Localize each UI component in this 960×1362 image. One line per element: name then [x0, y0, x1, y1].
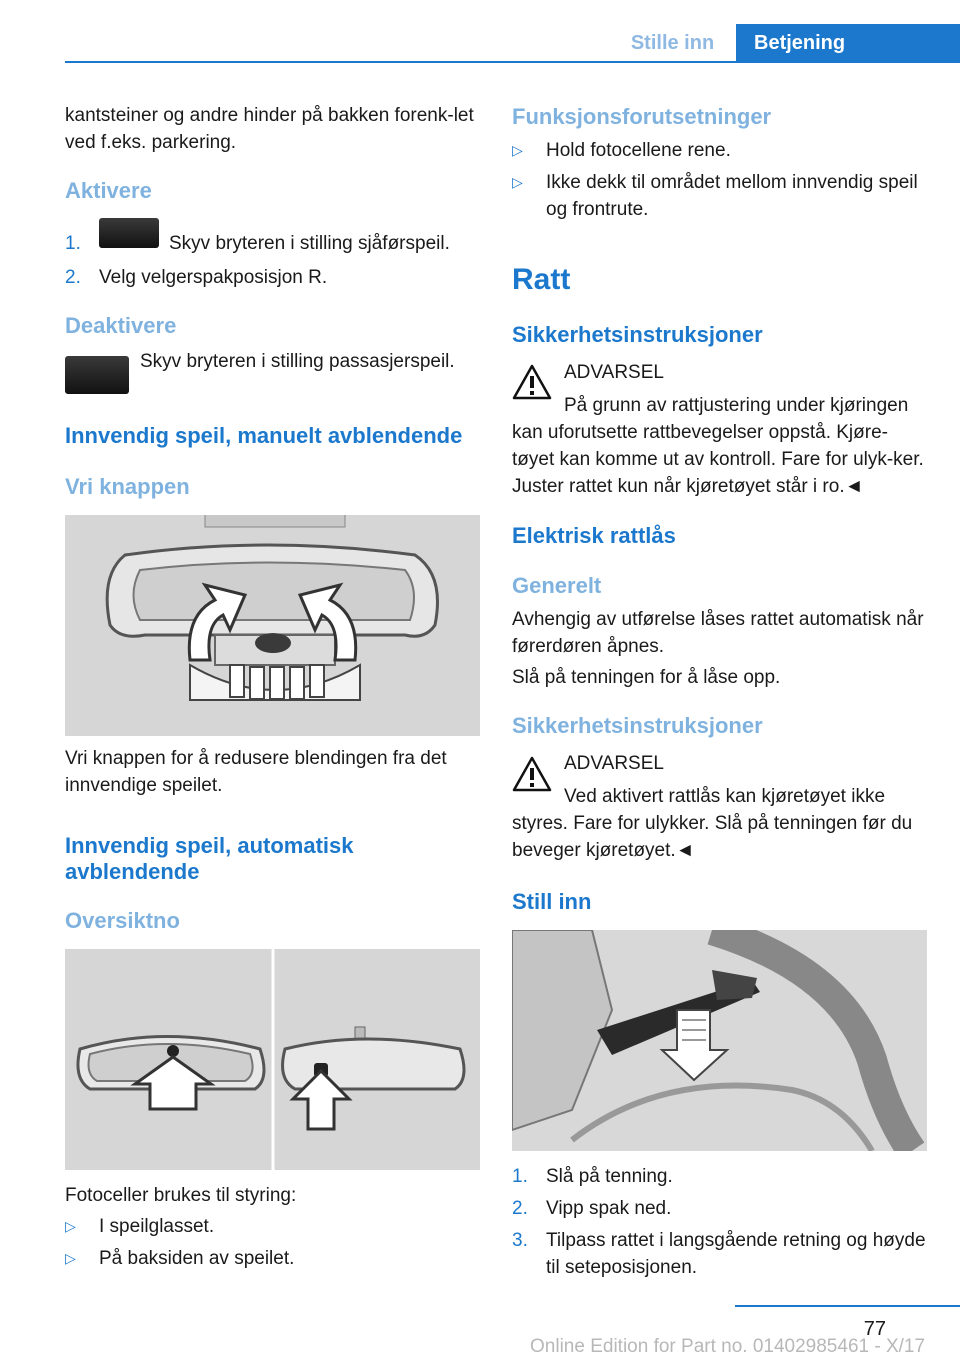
heading-still-inn: Still inn — [512, 889, 592, 914]
item-text: Ikke dekk til området mellom innvendig speil og frontrute. — [546, 172, 918, 220]
bullet-triangle-icon: ▷ — [512, 174, 523, 190]
footer-rule — [735, 1305, 960, 1307]
manual-mirror-figure — [65, 515, 480, 736]
funksjon-item-1 — [512, 137, 927, 164]
still-step-1 — [512, 1163, 927, 1190]
step-number: 1. — [65, 233, 81, 254]
step-text: Skyv bryteren i stilling sjåførspeil. — [169, 233, 450, 254]
switch-driver-icon — [99, 218, 159, 248]
heading-automatisk-avblendende: Innvendig speil, automatisk avblendende — [65, 833, 354, 884]
auto-mirror-figure — [65, 949, 480, 1170]
footer-edition: Online Edition for Part no. 01402985461 - X/17 — [530, 1336, 926, 1357]
step-number: 2. — [512, 1198, 528, 1219]
funksjon-item-2 — [512, 169, 927, 223]
deaktivere-text: Skyv bryteren i stilling passasjerspeil. — [140, 351, 455, 372]
heading-elektrisk-rattlas: Elektrisk rattlås — [512, 523, 676, 548]
warning-1-title: ADVARSEL — [564, 362, 664, 383]
still-step-2 — [512, 1195, 927, 1222]
switch-passenger-icon — [65, 356, 129, 394]
still-step-3 — [512, 1227, 927, 1281]
bullet-triangle-icon: ▷ — [65, 1250, 76, 1266]
heading-vri-knappen: Vri knappen — [65, 474, 190, 499]
heading-oversikt: Oversiktno — [65, 908, 180, 933]
heading-deaktivere: Deaktivere — [65, 313, 177, 338]
aktivere-step-2 — [65, 264, 480, 291]
step-text: Tilpass rattet i langsgående retning og høyde til seteposisjonen. — [546, 1230, 926, 1278]
step-number: 2. — [65, 267, 81, 288]
foto-item-1 — [65, 1213, 480, 1240]
warning-2-title: ADVARSEL — [564, 753, 664, 774]
item-text: I speilglasset. — [99, 1216, 215, 1237]
warning-1-text: På grunn av rattjustering under kjøringen kan uforutsette rattbevegelser oppstå. Kjøre‐tøyet kan komme ut av kontroll. Fare for ulyk‐ker. Juster rattet kun når kjøretøyet står i ro.◄ — [512, 395, 924, 497]
steering-lever-figure — [512, 930, 927, 1151]
heading-ratt: Ratt — [512, 263, 571, 296]
vri-knappen-text: Vri knappen for å redusere blendingen fra det innvendige speilet. — [65, 748, 447, 796]
heading-sikkerhetsinstruksjoner-1: Sikkerhetsinstruksjoner — [512, 322, 763, 347]
step-number: 1. — [512, 1166, 528, 1187]
foto-item-2 — [65, 1245, 480, 1272]
header-rule — [65, 61, 960, 63]
header-tab-betjening[interactable]: Betjening — [736, 24, 960, 62]
heading-generelt: Generelt — [512, 573, 602, 598]
fotoceller-text: Fotoceller brukes til styring: — [65, 1185, 297, 1206]
step-text: Velg velgerspakposisjon R. — [99, 267, 328, 288]
generelt-text-1: Avhengig av utførelse låses rattet automatisk når førerdøren åpnes. — [512, 609, 924, 657]
bullet-triangle-icon: ▷ — [512, 142, 523, 158]
item-text: På baksiden av speilet. — [99, 1248, 295, 1269]
item-text: Hold fotocellene rene. — [546, 140, 731, 161]
generelt-text-2: Slå på tenningen for å låse opp. — [512, 667, 781, 688]
page-number: 77 — [863, 1318, 886, 1340]
warning-2-text: Ved aktivert rattlås kan kjøretøyet ikke styres. Fare for ulykker. Slå på tenningen før du beveger kjøretøyet.◄ — [512, 786, 913, 861]
step-text: Slå på tenning. — [546, 1166, 673, 1187]
bullet-triangle-icon: ▷ — [65, 1218, 76, 1234]
heading-aktivere: Aktivere — [65, 178, 152, 203]
intro-paragraph: kantsteiner og andre hinder på bakken forenk‐let ved f.eks. parkering. — [65, 105, 474, 153]
header-tab-stille-inn[interactable]: Stille inn — [630, 32, 715, 54]
heading-funksjonsforutsetninger: Funksjonsforutsetninger — [512, 104, 772, 129]
aktivere-step-1 — [65, 230, 480, 257]
heading-manuelt-avblendende: Innvendig speil, manuelt avblendende — [65, 423, 463, 448]
heading-sikkerhetsinstruksjoner-2: Sikkerhetsinstruksjoner — [512, 713, 763, 738]
step-number: 3. — [512, 1230, 528, 1251]
step-text: Vipp spak ned. — [546, 1198, 672, 1219]
